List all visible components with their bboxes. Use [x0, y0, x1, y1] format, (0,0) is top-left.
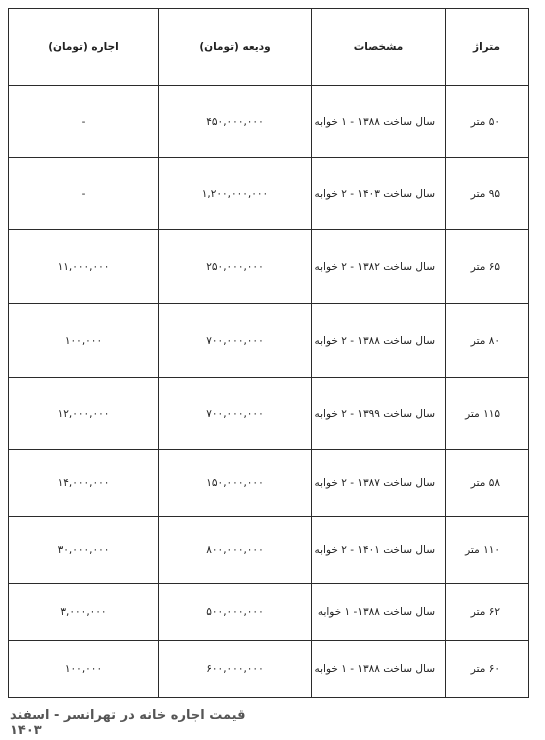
cell-deposit: ۱,۲۰۰,۰۰۰,۰۰۰ [159, 158, 312, 230]
cell-area: ۹۵ متر [446, 158, 529, 230]
rent-price-table-container [8, 8, 528, 698]
cell-rent: ۱۲,۰۰۰,۰۰۰ [9, 378, 159, 450]
table-caption: قیمت اجاره خانه در تهرانسر - اسفند ۱۴۰۳ [10, 708, 246, 738]
cell-rent: ۳۰,۰۰۰,۰۰۰ [9, 517, 159, 584]
cell-deposit: ۷۰۰,۰۰۰,۰۰۰ [159, 304, 312, 378]
cell-rent: - [9, 158, 159, 230]
table-header-row [9, 9, 529, 86]
cell-deposit: ۸۰۰,۰۰۰,۰۰۰ [159, 517, 312, 584]
header-area: متراژ [446, 9, 529, 86]
cell-spec: سال ساخت ۱۳۸۲ - ۲ خوابه [312, 230, 446, 304]
header-spec: مشخصات [312, 9, 446, 86]
cell-spec: سال ساخت ۱۳۸۸ - ۱ خوابه [312, 86, 446, 158]
cell-spec: سال ساخت ۱۳۸۸- ۱ خوابه [312, 584, 446, 641]
cell-area: ۸۰ متر [446, 304, 529, 378]
cell-area: ۵۰ متر [446, 86, 529, 158]
cell-area: ۱۱۰ متر [446, 517, 529, 584]
cell-rent: ۱۴,۰۰۰,۰۰۰ [9, 450, 159, 517]
rent-price-table [8, 8, 529, 698]
cell-deposit: ۵۰۰,۰۰۰,۰۰۰ [159, 584, 312, 641]
table-row [9, 230, 529, 304]
table-row [9, 158, 529, 230]
cell-spec: سال ساخت ۱۴۰۱ - ۲ خوابه [312, 517, 446, 584]
cell-rent: ۱۰۰,۰۰۰ [9, 304, 159, 378]
table-row [9, 304, 529, 378]
table-row [9, 450, 529, 517]
cell-deposit: ۷۰۰,۰۰۰,۰۰۰ [159, 378, 312, 450]
cell-rent: ۱۱,۰۰۰,۰۰۰ [9, 230, 159, 304]
table-row [9, 641, 529, 698]
cell-deposit: ۴۵۰,۰۰۰,۰۰۰ [159, 86, 312, 158]
cell-spec: سال ساخت ۱۳۸۸ - ۱ خوابه [312, 641, 446, 698]
cell-deposit: ۲۵۰,۰۰۰,۰۰۰ [159, 230, 312, 304]
cell-area: ۶۵ متر [446, 230, 529, 304]
cell-spec: سال ساخت ۱۳۸۷ - ۲ خوابه [312, 450, 446, 517]
header-rent: اجاره (تومان) [9, 9, 159, 86]
cell-rent: ۳,۰۰۰,۰۰۰ [9, 584, 159, 641]
cell-area: ۶۰ متر [446, 641, 529, 698]
table-row [9, 584, 529, 641]
cell-rent: ۱۰۰,۰۰۰ [9, 641, 159, 698]
cell-area: ۱۱۵ متر [446, 378, 529, 450]
cell-spec: سال ساخت ۱۳۹۹ - ۲ خوابه [312, 378, 446, 450]
cell-deposit: ۶۰۰,۰۰۰,۰۰۰ [159, 641, 312, 698]
table-row [9, 378, 529, 450]
cell-spec: سال ساخت ۱۴۰۳ - ۲ خوابه [312, 158, 446, 230]
table-row [9, 517, 529, 584]
header-deposit: ودیعه (تومان) [159, 9, 312, 86]
cell-rent: - [9, 86, 159, 158]
table-row [9, 86, 529, 158]
cell-deposit: ۱۵۰,۰۰۰,۰۰۰ [159, 450, 312, 517]
cell-spec: سال ساخت ۱۳۸۸ - ۲ خوابه [312, 304, 446, 378]
cell-area: ۵۸ متر [446, 450, 529, 517]
cell-area: ۶۲ متر [446, 584, 529, 641]
